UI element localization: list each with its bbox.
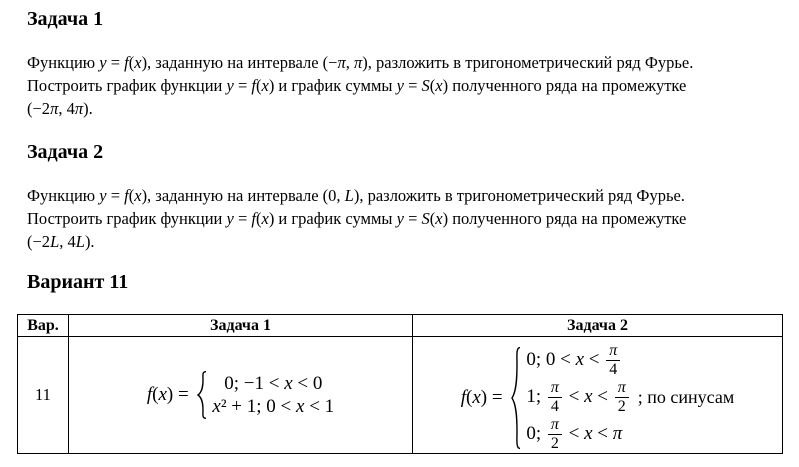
text-segment: ( (128, 53, 135, 72)
text-segment: 0; 0 < (526, 348, 576, 370)
fraction: $\frac{\pi}{4}$ (548, 380, 562, 415)
table-row (18, 337, 783, 454)
text-segment: = (106, 53, 125, 72)
table-header-row (18, 315, 783, 337)
text-segment: x (584, 385, 593, 407)
text-segment: ² + 1; 0 < (220, 396, 297, 417)
text-segment: x (212, 396, 221, 417)
text-segment: π (337, 53, 346, 72)
text-segment: y (396, 209, 404, 228)
text-segment: 0; (526, 422, 546, 444)
text-segment: Функцию (27, 53, 100, 72)
text-segment: f (146, 384, 153, 405)
header-task1: Задача 1 (69, 315, 413, 337)
text-segment: x (435, 76, 443, 95)
text-segment: ) полученного ряда на промежутке (442, 76, 687, 95)
text-segment: x (261, 209, 269, 228)
text-segment: < (592, 422, 613, 444)
text-segment: ) и график суммы (268, 76, 397, 95)
text-segment: y (226, 76, 234, 95)
text-segment: x (472, 386, 481, 408)
task1-paragraph (27, 51, 693, 120)
text-segment: < (584, 348, 605, 370)
text-segment: x (584, 422, 593, 444)
text-segment: π (74, 99, 84, 118)
fraction: $\frac{\pi}{2}$ (615, 380, 629, 415)
text-segment: ( (429, 209, 436, 228)
text-segment: ( (255, 209, 262, 228)
text-segment: (−2 (27, 232, 51, 251)
text-segment: x (435, 209, 443, 228)
text-segment: ( (466, 386, 473, 408)
text-segment: = (233, 76, 252, 95)
task2-heading: Задача 2 (27, 141, 104, 163)
text-segment: ), разложить в тригонометрический ряд Фурье. (362, 53, 694, 72)
text-segment: f (460, 386, 467, 408)
text-segment: π (50, 99, 59, 118)
text-segment: Построить график функции (27, 76, 227, 95)
text-segment: f (124, 186, 129, 205)
paragraph-line (27, 184, 686, 207)
text-segment: L (344, 186, 354, 205)
text-segment: L (75, 232, 85, 251)
text-segment: , 4 (59, 232, 76, 251)
paragraph-line (27, 51, 693, 74)
text-segment: = (106, 186, 125, 205)
text-segment: x (261, 76, 269, 95)
text-segment: (−2 (27, 99, 51, 118)
text-segment: π (354, 53, 363, 72)
text-segment: < 1 (304, 396, 335, 417)
header-task2: Задача 2 (413, 315, 783, 337)
case-line (526, 342, 630, 379)
expansion-note: ; по синусам (637, 387, 735, 407)
task2-piecewise-formula (413, 342, 782, 453)
text-segment: f (251, 209, 256, 228)
text-segment: ), заданную на интервале (− (141, 53, 338, 72)
text-segment: Функцию (27, 186, 100, 205)
paragraph-line (27, 74, 693, 97)
cases-block (212, 372, 334, 418)
text-segment: f (251, 76, 256, 95)
left-curly-brace-icon (510, 346, 522, 450)
text-segment: x (158, 384, 167, 405)
case-line (526, 379, 630, 416)
text-segment: , 4 (58, 99, 75, 118)
text-segment: x (284, 373, 293, 394)
text-segment: x (296, 396, 305, 417)
paragraph-line (27, 230, 686, 253)
task2-formula-cell (413, 337, 783, 454)
text-segment: ) полученного ряда на промежутке (442, 209, 687, 228)
text-segment: ) = (166, 384, 194, 405)
text-segment: 0; −1 < (224, 373, 285, 394)
header-variant: Вар. (18, 315, 69, 337)
text-segment: y (226, 209, 234, 228)
variant-number-cell: 11 (18, 337, 69, 454)
text-segment: ), заданную на интервале (0, (141, 186, 345, 205)
task1-piecewise-formula (69, 371, 412, 419)
fraction: $\frac{\pi}{2}$ (548, 417, 562, 452)
cases-block (526, 342, 630, 453)
text-segment: < (592, 385, 613, 407)
variant-table (17, 314, 783, 454)
text-segment: ), разложить в тригонометрический ряд Фурье. (353, 186, 685, 205)
text-segment: , (345, 53, 355, 72)
text-segment: = (403, 209, 422, 228)
text-segment: < (563, 422, 585, 444)
text-segment: ). (83, 99, 93, 118)
text-segment: y (99, 53, 107, 72)
text-segment: ( (255, 76, 262, 95)
text-segment: π (612, 422, 623, 444)
paragraph-line (27, 97, 693, 120)
task1-heading: Задача 1 (27, 8, 104, 30)
text-segment: ( (128, 186, 135, 205)
formula-lhs (147, 384, 194, 406)
text-segment: < 0 (292, 373, 323, 394)
formula-lhs (461, 387, 508, 409)
text-segment: Построить график функции (27, 209, 227, 228)
case-line (212, 372, 334, 395)
variant-heading: Вариант 11 (27, 271, 129, 293)
text-segment: x (575, 348, 585, 370)
text-segment: S (421, 209, 430, 228)
fraction: $\frac{\pi}{4}$ (606, 343, 620, 378)
text-segment: = (233, 209, 252, 228)
text-segment: ( (429, 76, 436, 95)
text-segment: ) = (480, 386, 508, 408)
text-segment: 1; (526, 385, 546, 407)
text-segment: = (403, 76, 422, 95)
left-curly-brace-icon (196, 371, 208, 419)
text-segment: ). (84, 232, 95, 251)
text-segment: S (421, 76, 430, 95)
text-segment: x (134, 186, 142, 205)
text-segment: ) и график суммы (268, 209, 397, 228)
text-segment: y (396, 76, 404, 95)
task2-paragraph (27, 184, 686, 253)
case-line (212, 395, 334, 418)
text-segment: ( (152, 384, 159, 405)
text-segment: y (99, 186, 107, 205)
text-segment: < (563, 385, 585, 407)
case-line (526, 416, 630, 453)
paragraph-line (27, 207, 686, 230)
text-segment: L (50, 232, 60, 251)
task1-formula-cell (69, 337, 413, 454)
text-segment: f (124, 53, 129, 72)
text-segment: x (134, 53, 142, 72)
